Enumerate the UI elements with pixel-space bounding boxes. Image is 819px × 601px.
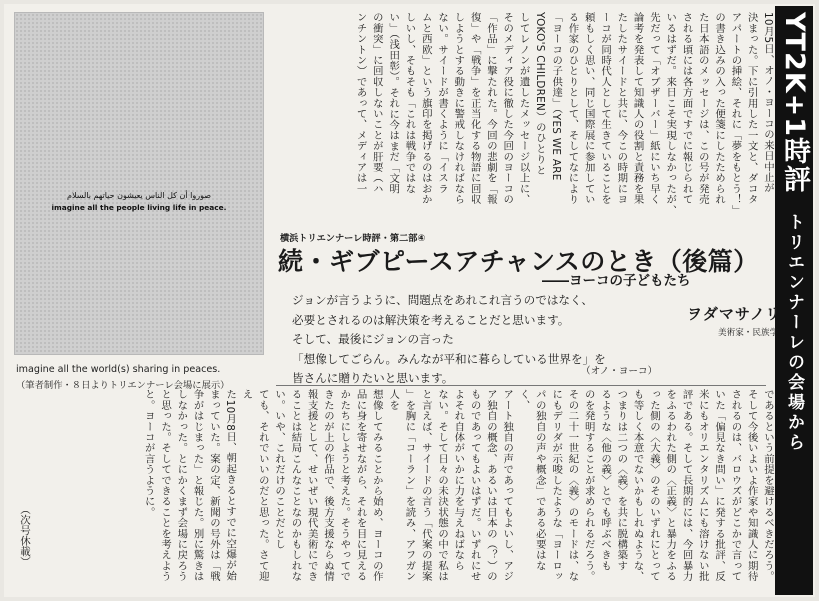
text-line: るような〈他の義〉とでも呼ぶべきも (599, 389, 612, 571)
text-line: の衝突」に回収しないことが肝要（ハ (370, 12, 383, 194)
poster-arabic-text: صوروا أن كل الناس يعيشون حياتهم بالسلام (66, 191, 212, 200)
text-line: ない。サイードが書くように「イスラ (436, 12, 449, 194)
series-title: YT2K+1時評 (779, 12, 810, 194)
text-line: の書き込みの入った便箋にしたためられ (713, 12, 726, 205)
text-line: ない。そして日々の未決状態の中で私は (436, 389, 449, 582)
text-line: い。いや、これだけのことだとし (273, 389, 286, 550)
text-line: その二十一世紀の〈義〉のモードは、な (566, 389, 579, 582)
text-line: ものであってもよいはずだ。いずれにせ (468, 389, 481, 582)
poster-caption-note: （筆者制作・８日よりトリエンナーレ会場に展示） (16, 380, 230, 391)
text-line: 先だって「オブザーバー」紙にいち早く (647, 12, 660, 205)
text-line: い」（浅田彰）。それに今はまだ「文明 (387, 12, 400, 195)
text-line: 決まった。下に引用した一文と、ダコタ (745, 12, 758, 205)
text-line: されるのは、バロウズがどこかで言って (729, 389, 742, 582)
text-line: ア独自の概念、あるいは日本の（？）の (484, 389, 497, 582)
poster-caption: imagine all the world(s) sharing in peaces. (16, 364, 221, 375)
text-line: ムと西欧」という旗印を掲げるのはおか (419, 12, 432, 205)
text-line: と。ヨーコが言うように。 (142, 389, 155, 518)
article-body-bottom (60, 389, 776, 589)
text-line: してレノンが遺したメッセージ以上に、 (517, 12, 530, 205)
text-line: と言えば、サイードの言う「代案の提案 (419, 389, 432, 582)
text-line: つまりは二つの〈義〉を共に脱構築す (615, 389, 628, 571)
text-line: った側の〈大義〉のそのいずれにとって (647, 389, 660, 582)
lead-line: 必要とされるのは解決策を考えることだと思います。 (292, 312, 570, 327)
text-line: 「ヨーコの子供達」（YES WE ARE (550, 12, 563, 181)
next-issue-note: （次号休載） (19, 504, 31, 567)
text-line: 想像してみることから始め、ヨーコの作 (370, 389, 383, 582)
text-line: よそれ自体がいかに力を与えねばなら (452, 389, 465, 571)
text-line: た日本語のメッセージは、この号が発売 (696, 12, 709, 205)
text-line: 評である。そして長期的には、今回暴力 (680, 389, 693, 582)
lead-line: ジョンが言うように、問題点をあれこれ言うのではなく、 (292, 293, 593, 307)
text-line: 頼もしく思い、同じ国際展に参加してい (582, 12, 595, 205)
lead-line: そして、最後にジョンの言った (292, 332, 454, 347)
text-line: ても、それでいいのだと思った。さて迎え (240, 389, 269, 582)
text-line: たしたサイードと共に、今この時期にヨ (615, 12, 628, 205)
series-banner (775, 6, 813, 595)
text-line: かたちにしようと考えた。そうやってで (338, 389, 351, 582)
text-line: と思った。そしてできることを考えよう (159, 389, 172, 582)
poster-image (14, 12, 264, 355)
text-line: 米にもオリエンタリズムにも溶けない批 (696, 389, 709, 582)
text-line: パの独自の声や概念」である必要はなく、 (517, 389, 546, 571)
text-line: 品に身を寄せながら、それを目に見える (354, 389, 367, 582)
text-line: いるはずだ。来日こそ実現しなかったが、 (664, 12, 677, 216)
article-body-top (274, 12, 776, 224)
text-line: きたのが上の作品で、後方支援ならぬ情 (321, 389, 334, 582)
text-line: ることは結局こんなことなのかもしれな (289, 389, 302, 582)
text-line: しようとする動きに警戒しなければなら (452, 12, 465, 205)
article-title: 続・ギブピースアチャンスのとき（後篇） (278, 247, 759, 276)
text-line: 復」や「戦争」を正当化する物語に回収 (468, 12, 481, 205)
text-line: る作家のひとりとして、そしてなにより (566, 12, 579, 205)
text-line: た10月8日、朝起きるとすでに空爆が始 (224, 389, 237, 581)
text-line: いた「偏見なき問い」に発する批評、反 (713, 389, 726, 582)
author-role: 美術家・民族学 (718, 328, 779, 338)
text-line: しいし、そもそも「これは戦争ではな (403, 12, 416, 194)
text-line: 論考を発表して知識人の役割と責務を果 (631, 12, 644, 205)
text-line: アパートの挿絵、それに「夢をもとう！」 (729, 12, 742, 216)
newspaper-page (4, 4, 815, 597)
text-line: そして今後いよいよ作家や知識人に期待 (745, 389, 758, 582)
text-line: 」を胸に「コーラン」を読み、アフガン人を (387, 389, 416, 582)
author-name: ヲダマサノリ (687, 305, 782, 323)
poster-english-text: imagine all the people living life in peace. (51, 203, 227, 212)
text-line: にもデリダが示唆したような「ヨーロッ (550, 389, 563, 582)
text-line: であるという前提を避けるべきだろう。 (762, 389, 774, 582)
text-line: 10月5日、オノ・ヨーコの来日中止が (762, 12, 774, 194)
text-line: される頃には各方面ですでに報じられて (680, 12, 693, 205)
text-line: まっていた。案の定、新聞の号外は「戦 (207, 389, 220, 582)
text-line: ンチントン）であって、メディアは一 (354, 12, 367, 194)
text-line: のを発明することが求められるだろう。 (582, 389, 595, 582)
text-line: 「作品」に撃たれた。今回の悲劇を「報 (484, 12, 497, 205)
lead-line: 皆さんに贈りたいと思います。 (292, 371, 454, 386)
text-line: も等しく本意でないかもしれぬような、 (631, 389, 644, 582)
text-line: ーコが同時代人として生きていることを (599, 12, 612, 205)
text-line: しなかった。とにかくまず会場に戻ろう (175, 389, 188, 582)
lead-line: 「想像してごらん。みんなが平和に暮らしている世界を」を (292, 351, 606, 366)
text-line: そのメディア役に徹した今回のヨーコの (501, 12, 514, 205)
text-line: YOKO'S CHILDREN）のひとりと (533, 12, 546, 176)
article-subtitle: ――ヨーコの子どもたち (542, 273, 691, 289)
lead-credit: （オノ・ヨーコ） (581, 366, 658, 377)
text-line: 報支援として、せいぜい現代美術にでき (305, 389, 318, 582)
section-title: トリエンナーレの会場から (784, 213, 804, 454)
text-line: をふるわれた側の〈正義〉と暴力をふる (664, 389, 677, 582)
article-kicker: 横浜トリエンナーレ時評・第二部④ (280, 233, 426, 244)
divider (276, 385, 766, 386)
text-line: アート独自の声であってもよいし、アジ (501, 389, 514, 582)
text-line: 争がはじまった」と報じた。別に驚きは (191, 389, 204, 582)
